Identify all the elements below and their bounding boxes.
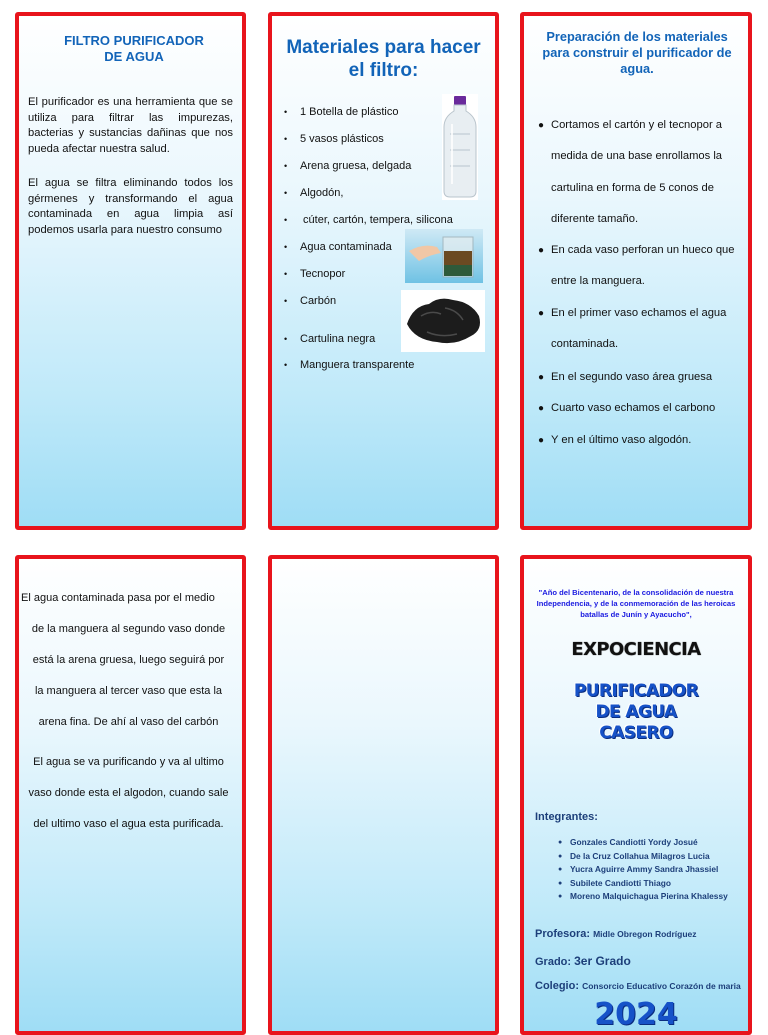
preparation-step: ● Cuarto vaso echamos el carbono (538, 393, 740, 424)
panel-intro (15, 12, 246, 530)
material-item-label: Algodón, (300, 187, 344, 199)
process-line: de la manguera al segundo vaso donde (31, 623, 226, 635)
process-line: arena fina. De ahí al vaso del carbón (38, 716, 219, 728)
contaminated-water-image (405, 229, 483, 283)
cover-project-title: PURIFICADOR DE AGUA CASERO (573, 681, 699, 743)
member-name: Moreno Malquichagua Pierina Khalessy (570, 891, 728, 902)
process-line: está la arena gruesa, luego seguirá por (32, 654, 225, 666)
material-item: • Arena gruesa, delgada (284, 160, 412, 172)
process-line: vaso donde esta el algodon, cuando sale (28, 787, 229, 799)
preparation-step: ● En el primer vaso echamos el agua contaminada. (538, 298, 740, 361)
panel-process (15, 555, 246, 1035)
material-item-label: 1 Botella de plástico (300, 106, 399, 118)
cover-year: 2024 (594, 997, 678, 1032)
materials-title: Materiales para hacer el filtro: (286, 37, 481, 81)
preparation-step-text: En el segundo vaso área gruesa (551, 371, 713, 383)
plastic-bottle-image (442, 94, 478, 200)
material-item: • Tecnopor (284, 268, 346, 280)
process-paragraph-2 (21, 747, 236, 840)
material-item-label: Tecnopor (300, 268, 346, 280)
material-item: • 5 vasos plásticos (284, 133, 384, 145)
school-line (535, 980, 741, 992)
preparation-step: ● Y en el último vaso algodón. (538, 425, 740, 456)
members-label: Integrantes: (535, 811, 598, 823)
material-item-label: Cartulina negra (300, 333, 376, 345)
member-item: ● Gonzales Candiotti Yordy Josué (558, 837, 698, 847)
intro-paragraph-1: El purificador es una herramienta que se utiliza para filtrar las impurezas, bacterias y sustancias dañinas que nos pueda afectar nuestra salud. (28, 96, 233, 155)
material-item-label: Manguera transparente (300, 359, 415, 371)
member-name: Gonzales Candiotti Yordy Josué (570, 837, 698, 847)
preparation-step-text: Cortamos el cartón y el tecnopor a medida de una base enrollamos la cartulina en forma de 5 conos de diferente tamaño. (551, 119, 723, 226)
preparation-step: ● En cada vaso perforan un hueco que entre la manguera. (538, 235, 740, 298)
panel-cover (520, 555, 752, 1035)
member-item: ● Yucra Aguirre Ammy Sandra Jhassiel (558, 864, 719, 875)
process-line: la manguera al tercer vaso que esta la (34, 685, 223, 697)
material-item-label: Arena gruesa, delgada (300, 160, 412, 172)
teacher-label: Profesora: (535, 928, 591, 940)
intro-paragraph-2: El agua se filtra eliminando todos los gérmenes y transformando el agua contaminada en agua limpia así podemos usarla para nuestro consumo (28, 177, 233, 236)
intro-title: FILTRO PURIFICADOR DE AGUA (64, 33, 204, 64)
process-paragraph-1 (21, 583, 236, 738)
member-name: Yucra Aguirre Ammy Sandra Jhassiel (570, 864, 719, 875)
material-item-label: cúter, cartón, tempera, silicona (300, 214, 453, 226)
panel-blank (268, 555, 499, 1035)
process-line: El agua contaminada pasa por el medio (21, 592, 215, 604)
grade-label: Grado: (535, 956, 572, 968)
panel-materials (268, 12, 499, 530)
teacher-name: Midle Obregon Rodríguez (593, 929, 697, 939)
member-name: Subilete Candiotti Thiago (570, 877, 671, 888)
member-name: De la Cruz Collahua Milagros Lucia (570, 850, 710, 861)
preparation-step-text: En el primer vaso echamos el agua contaminada. (551, 307, 727, 351)
preparation-step-text: Cuarto vaso echamos el carbono (551, 402, 716, 414)
member-item: ● Moreno Malquichagua Pierina Khalessy (558, 890, 750, 904)
cover-motto: "Año del Bicentenario, de la consolidación de nuestra Independencia, y de la conmemoración de las heroicas batallas de Junín y Ayacucho", (536, 588, 736, 619)
material-item: • Manguera transparente (284, 359, 415, 371)
grade-value: 3er Grado (574, 954, 631, 968)
preparation-title: Preparación de los materiales para construir el purificador de agua. (542, 29, 732, 76)
cover-event-title: EXPOCIENCIA (571, 639, 701, 660)
charcoal-image (401, 290, 485, 352)
process-line: El agua se va purificando y va al ultimo (33, 756, 224, 768)
material-item-label: Agua contaminada (300, 241, 392, 253)
material-item: • cúter, cartón, tempera, silicona (284, 214, 453, 226)
member-item: ● De la Cruz Collahua Milagros Lucia (558, 850, 710, 861)
school-name: Consorcio Educativo Corazón de maria (582, 981, 741, 991)
material-item: • Algodón, (284, 187, 344, 199)
preparation-step: ● En el segundo vaso área gruesa (538, 362, 740, 393)
preparation-step-text: Y en el último vaso algodón. (551, 434, 692, 446)
material-item: • Carbón (284, 295, 337, 307)
material-item: • Cartulina negra (284, 333, 376, 345)
members-list (558, 836, 750, 904)
panel-preparation (520, 12, 752, 530)
preparation-step: ● Cortamos el cartón y el tecnopor a medida de una base enrollamos la cartulina en forma de 5 conos de diferente tamaño. (538, 110, 740, 236)
grade-line (535, 954, 631, 968)
process-line: del ultimo vaso el agua esta purificada. (33, 818, 224, 830)
material-item-label: 5 vasos plásticos (300, 133, 384, 145)
material-item: • Agua contaminada (284, 241, 392, 253)
school-label: Colegio: (535, 980, 579, 992)
teacher-line (535, 928, 697, 940)
material-item-label: Carbón (300, 295, 337, 307)
member-item: ● Subilete Candiotti Thiago (558, 877, 671, 888)
preparation-step-text: En cada vaso perforan un hueco que entre la manguera. (551, 244, 735, 288)
material-item: • 1 Botella de plástico (284, 106, 399, 118)
